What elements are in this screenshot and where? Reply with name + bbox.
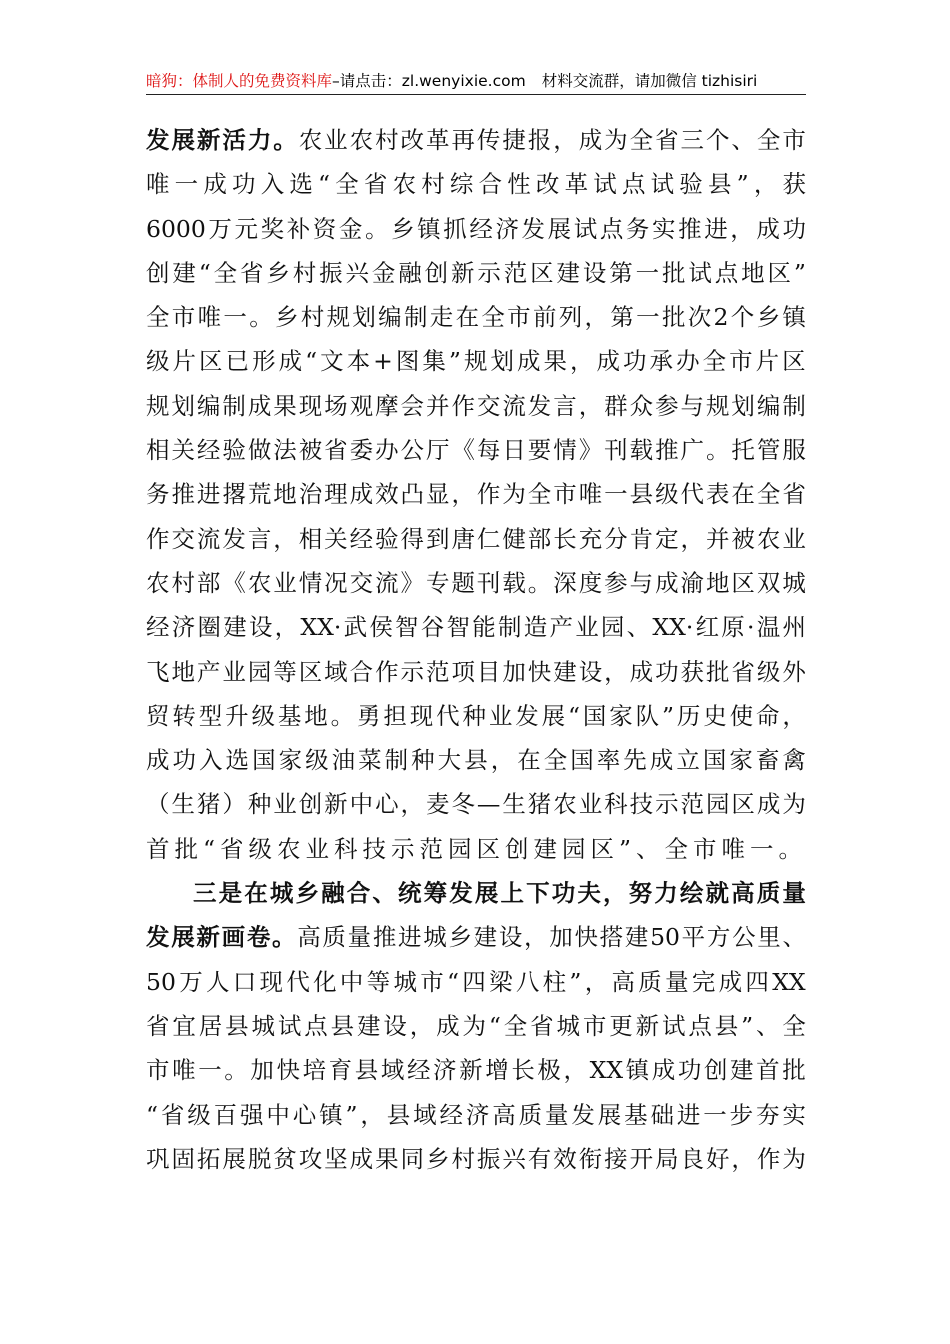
text-line: 务 推 进 撂 荒 地 治 理 成 效 凸 显 ， 作 为 全 市 唯 一 县 级 代 表 在 全 省 [146, 480, 806, 509]
text-line: 飞 地 产 业 园 等 区 域 合 作 示 范 项 目 加 快 建 设 ， 成 功 获 批 省 级 外 [146, 657, 806, 686]
text-line: （ 生 猪 ） 种 业 创 新 中 心 ， 麦 冬 — 生 猪 农 业 科 技 示 范 园 区 成 为 [146, 790, 806, 819]
text-line: 经 济 圈 建 设 ， XX· 武 侯 智 谷 智 能 制 造 产 业 园 、 XX· 红 原 · 温 州 [146, 613, 806, 642]
page-header [146, 68, 806, 95]
text-line: 50 万 人 口 现 代 化 中 等 城 市 “ 四 梁 八 柱 ” ， 高 质 量 完 成 四 XX [146, 967, 806, 996]
header-wechat-note: 材料交流群，请加微信 tizhisiri [541, 72, 758, 90]
document-body [146, 118, 806, 1181]
text-line: 省 宜 居 县 城 试 点 县 建 设 ， 成 为 “ 全 省 城 市 更 新 试 点 县 ” 、 全 [146, 1011, 806, 1040]
text-line: 作 交 流 发 言 ， 相 关 经 验 得 到 唐 仁 健 部 长 充 分 肯 定 ， 并 被 农 业 [146, 524, 806, 553]
text-line: 首 批 “ 省 级 农 业 科 技 示 范 园 区 创 建 园 区 ” 、 全 市 唯 一 。 [146, 834, 808, 863]
text-line: “ 省 级 百 强 中 心 镇 ” ， 县 域 经 济 高 质 量 发 展 基 础 进 一 步 夯 实 [146, 1100, 806, 1129]
text-line: 唯 一 成 功 入 选 “ 全 省 农 村 综 合 性 改 革 试 点 试 验 县 ” ， 获 [146, 170, 806, 199]
text-line: 发 展 新 画 卷 。 高 质 量 推 进 城 乡 建 设 ， 加 快 搭 建 50 平 方 公 里 、 [146, 923, 806, 952]
text-line: 巩 固 拓 展 脱 贫 攻 坚 成 果 同 乡 村 振 兴 有 效 衔 接 开 局 良 好 ， 作 为 [146, 1144, 806, 1173]
text-line: 发 展 新 活 力 。 农 业 农 村 改 革 再 传 捷 报 ， 成 为 全 省 三 个 、 全 市 [146, 126, 806, 154]
text-line: 成 功 入 选 国 家 级 油 菜 制 种 大 县 ， 在 全 国 率 先 成 立 国 家 畜 禽 [146, 746, 806, 775]
text-line: 贸 转 型 升 级 基 地 。 勇 担 现 代 种 业 发 展 “ 国 家 队 ” 历 史 使 命 ， [146, 701, 806, 730]
text-line: 级 片 区 已 形 成 “ 文 本 + 图 集 ” 规 划 成 果 ， 成 功 承 办 全 市 片 区 [146, 347, 806, 376]
text-line: 农 村 部 《 农 业 情 况 交 流 》 专 题 刊 载 。 深 度 参 与 成 渝 地 区 双 城 [146, 568, 806, 597]
header-site-link[interactable]: –请点击：zl.wenyixie.com [332, 72, 526, 90]
text-line: 全 市 唯 一 。 乡 村 规 划 编 制 走 在 全 市 前 列 ， 第 一 批 次 2 个 乡 镇 [146, 303, 806, 332]
text-line: 相 关 经 验 做 法 被 省 委 办 公 厅 《 每 日 要 情 》 刊 载 推 广 。 托 管 服 [146, 436, 806, 465]
paragraph [146, 118, 806, 871]
text-line: 三 是 在 城 乡 融 合 、 统 筹 发 展 上 下 功 夫 ， 努 力 绘 就 高 质 量 [193, 879, 806, 908]
header-site-name: 暗狗：体制人的免费资料库 [146, 72, 333, 90]
text-line: 6000 万 元 奖 补 资 金 。 乡 镇 抓 经 济 发 展 试 点 务 实 推 进 ， 成 功 [146, 214, 806, 243]
paragraph [146, 871, 806, 1181]
text-line: 创 建 “ 全 省 乡 村 振 兴 金 融 创 新 示 范 区 建 设 第 一 批 试 点 地 区 ” [146, 258, 806, 287]
text-line: 市 唯 一 。 加 快 培 育 县 域 经 济 新 增 长 极 ， XX 镇 成 功 创 建 首 批 [146, 1056, 806, 1085]
text-line: 规 划 编 制 成 果 现 场 观 摩 会 并 作 交 流 发 言 ， 群 众 参 与 规 划 编 制 [146, 391, 806, 420]
